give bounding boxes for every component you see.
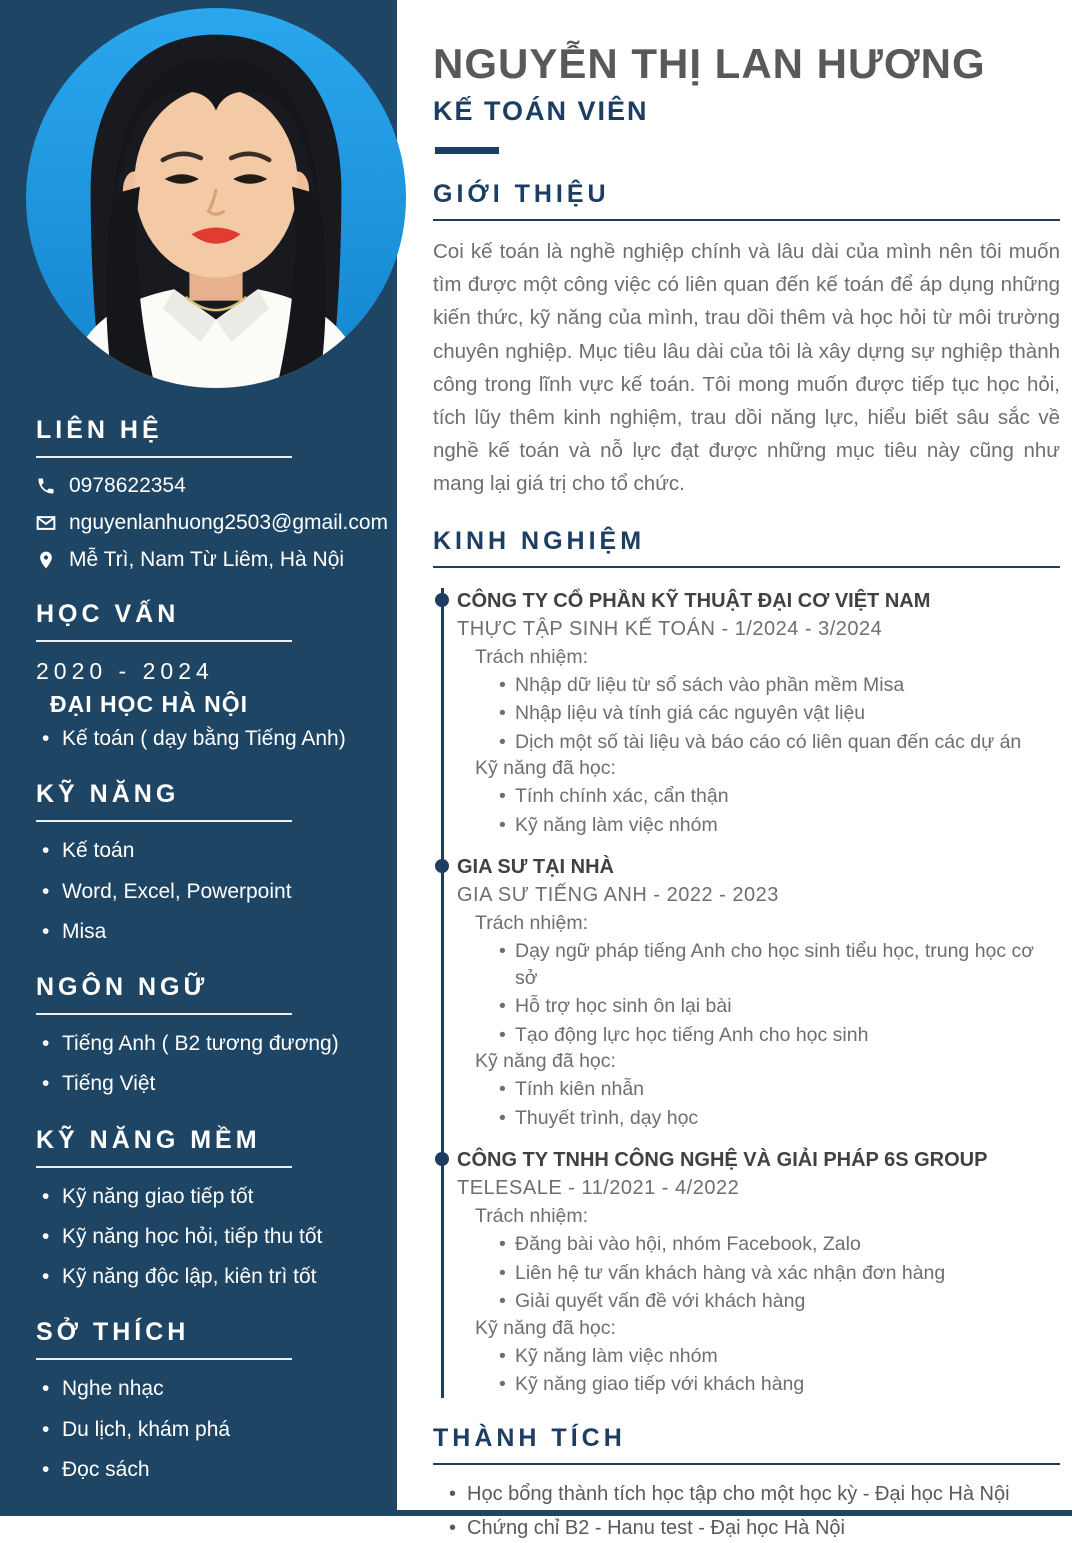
responsibility-item: • Giải quyết vấn đề với khách hàng — [497, 1288, 1060, 1315]
job-company: CÔNG TY CỔ PHẦN KỸ THUẬT ĐẠI CƠ VIỆT NAM — [457, 589, 931, 612]
job-role: THỰC TẬP SINH KẾ TOÁN - 1/2024 - 3/2024 — [457, 617, 883, 640]
education-period: 2020 - 2024 — [36, 658, 214, 684]
responsibility-item: • Nhập liệu và tính giá các nguyên vật liệu — [497, 700, 1060, 727]
sidebar — [0, 0, 397, 1516]
soft-skills-section — [36, 1126, 371, 1291]
job-entry — [444, 588, 1060, 839]
skill-item: • Word, Excel, Powerpoint — [36, 879, 371, 905]
responsibilities-label: Trách nhiệm: — [475, 912, 589, 935]
skill-learned-item: • Tính kiên nhẫn — [497, 1076, 1060, 1103]
phone-icon — [36, 476, 56, 496]
about-section — [433, 180, 1060, 501]
skill-learned-item: • Thuyết trình, dạy học — [497, 1105, 1060, 1132]
responsibility-item: • Liên hệ tư vấn khách hàng và xác nhận đơn hàng — [497, 1260, 1060, 1287]
envelope-icon — [36, 513, 56, 533]
skills-learned-label: Kỹ năng đã học: — [475, 757, 616, 780]
hobbies-list — [36, 1376, 371, 1483]
skills-learned-list — [497, 783, 1060, 838]
skill-learned-item: • Kỹ năng giao tiếp với khách hàng — [497, 1371, 1060, 1398]
phone-value: 0978622354 — [69, 474, 186, 497]
email-row — [36, 511, 389, 535]
address-row — [36, 548, 371, 572]
job-company: CÔNG TY TNHH CÔNG NGHỆ VÀ GIẢI PHÁP 6S GROUP — [457, 1149, 988, 1172]
timeline-dot — [435, 859, 449, 873]
job-title: KẾ TOÁN VIÊN — [433, 96, 649, 126]
soft-skills-list — [36, 1184, 371, 1291]
responsibility-item: • Hỗ trợ học sinh ôn lại bài — [497, 993, 1060, 1020]
language-item: • Tiếng Anh ( B2 tương đương) — [36, 1031, 371, 1057]
achievement-item: • Học bổng thành tích học tập cho một học kỳ - Đại học Hà Nội — [447, 1479, 1060, 1509]
languages-section — [36, 973, 371, 1098]
timeline-dot — [435, 593, 449, 607]
soft-skill-item: • Kỹ năng học hỏi, tiếp thu tốt — [36, 1224, 371, 1250]
education-section — [36, 600, 371, 752]
experience-section — [433, 527, 1060, 1398]
skill-learned-item: • Kỹ năng làm việc nhóm — [497, 812, 1060, 839]
education-school: ĐẠI HỌC HÀ NỘI — [50, 691, 248, 717]
skills-learned-list — [497, 1343, 1060, 1398]
skill-item: • Misa — [36, 919, 371, 945]
skills-section — [36, 780, 371, 945]
skills-learned-label: Kỹ năng đã học: — [475, 1316, 616, 1339]
hobby-item: • Đọc sách — [36, 1457, 371, 1483]
responsibilities-list — [497, 938, 1060, 1048]
education-major: • Kế toán ( dạy bằng Tiếng Anh) — [36, 726, 371, 752]
experience-timeline — [441, 588, 1060, 1398]
languages-list — [36, 1031, 371, 1098]
language-item: • Tiếng Việt — [36, 1071, 371, 1097]
education-list — [36, 726, 371, 752]
soft-skill-item: • Kỹ năng giao tiếp tốt — [36, 1184, 371, 1210]
phone-row — [36, 474, 371, 498]
soft-skill-item: • Kỹ năng độc lập, kiên trì tốt — [36, 1264, 371, 1290]
responsibility-item: • Tạo động lực học tiếng Anh cho học sinh — [497, 1022, 1060, 1049]
skill-learned-item: • Kỹ năng làm việc nhóm — [497, 1343, 1060, 1370]
portrait-illustration — [26, 8, 406, 388]
experience-title: KINH NGHIỆM — [433, 527, 1060, 568]
hobbies-section — [36, 1318, 371, 1483]
education-title: HỌC VẤN — [36, 600, 292, 642]
skill-item: • Kế toán — [36, 838, 371, 864]
hobby-item: • Nghe nhạc — [36, 1376, 371, 1402]
responsibilities-list — [497, 1231, 1060, 1315]
skills-title: KỸ NĂNG — [36, 780, 292, 822]
responsibilities-list — [497, 672, 1060, 756]
achievements-title: THÀNH TÍCH — [433, 1424, 1060, 1465]
skill-learned-item: • Tính chính xác, cẩn thận — [497, 783, 1060, 810]
achievement-item: • Chứng chỉ B2 - Hanu test - Đại học Hà Nội — [447, 1513, 1060, 1543]
email-value: nguyenlanhuong2503@gmail.com — [69, 511, 389, 534]
job-entry — [444, 1147, 1060, 1398]
job-entry — [444, 854, 1060, 1131]
main-column — [397, 0, 1072, 1539]
contact-section — [36, 416, 389, 572]
skills-list — [36, 838, 371, 945]
job-role: GIA SƯ TIẾNG ANH - 2022 - 2023 — [457, 884, 779, 907]
job-role: TELESALE - 11/2021 - 4/2022 — [457, 1177, 740, 1200]
responsibility-item: • Đăng bài vào hội, nhóm Facebook, Zalo — [497, 1231, 1060, 1258]
location-pin-icon — [36, 550, 56, 570]
soft-skills-title: KỸ NĂNG MỀM — [36, 1126, 292, 1168]
about-title: GIỚI THIỆU — [433, 180, 1060, 221]
achievements-section — [433, 1424, 1060, 1543]
languages-title: NGÔN NGỮ — [36, 973, 292, 1015]
hobbies-title: SỞ THÍCH — [36, 1318, 292, 1360]
responsibility-item: • Nhập dữ liệu từ sổ sách vào phần mềm Misa — [497, 672, 1060, 699]
skills-learned-list — [497, 1076, 1060, 1131]
address-value: Mễ Trì, Nam Từ Liêm, Hà Nội — [69, 548, 345, 571]
profile-photo — [26, 8, 406, 388]
responsibility-item: • Dịch một số tài liệu và báo cáo có liên quan đến các dự án — [497, 729, 1060, 756]
full-name: NGUYỄN THỊ LAN HƯƠNG — [433, 40, 986, 87]
responsibilities-label: Trách nhiệm: — [475, 645, 589, 668]
hobby-item: • Du lịch, khám phá — [36, 1417, 371, 1443]
skills-learned-label: Kỹ năng đã học: — [475, 1050, 616, 1073]
footer-bar — [397, 1510, 1072, 1516]
contact-title: LIÊN HỆ — [36, 416, 292, 458]
timeline-dot — [435, 1152, 449, 1166]
title-divider — [435, 147, 499, 154]
about-text: Coi kế toán là nghề nghiệp chính và lâu dài của mình nên tôi muốn tìm được một công việc có liên quan đến kế toán để áp dụng những kiến thức, kỹ năng của mình, trau dồi thêm và học hỏi từ môi trường chuyên nghiệp. Mục tiêu lâu dài của tôi là xây dựng sự nghiệp thành công trong lĩnh vực kế toán. Tôi mong muốn được tiếp tục học hỏi, tích lũy thêm kinh nghiệm, trau dồi năng lực, hiểu biết sâu sắc về nghề kế toán và nỗ lực đạt được những mục tiêu này cũng như mang lại giá trị cho tổ chức. — [433, 240, 1060, 496]
job-company: GIA SƯ TẠI NHÀ — [457, 856, 614, 879]
responsibilities-label: Trách nhiệm: — [475, 1205, 589, 1228]
responsibility-item: • Dạy ngữ pháp tiếng Anh cho học sinh tiểu học, trung học cơ sở — [497, 938, 1060, 991]
